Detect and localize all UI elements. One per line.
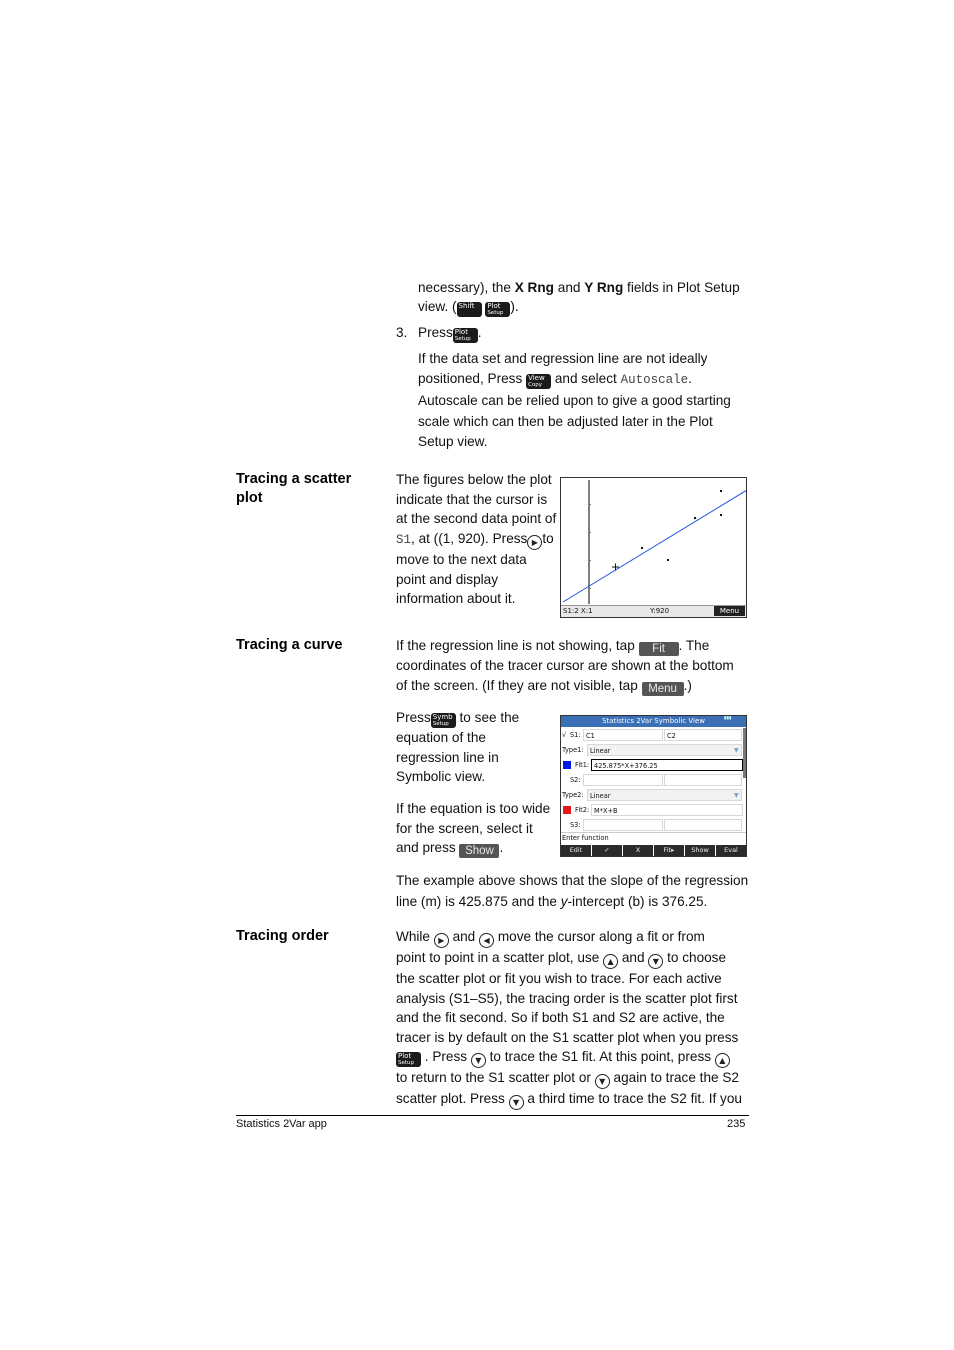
data-point: [720, 514, 722, 516]
dropdown-arrow-icon: ▼: [734, 792, 739, 799]
fit2-row: Fit2: M*X+B: [561, 803, 741, 817]
s3-c2-cell[interactable]: [664, 819, 742, 831]
fit-softkey: Fit: [639, 642, 679, 656]
dropdown-arrow-icon: ▼: [734, 747, 739, 754]
data-point: [667, 559, 669, 561]
show-paragraph: If the equation is too wide for the screen, select it and press Show .: [396, 801, 551, 857]
trace-status-left: S1:2 X:1: [563, 607, 593, 615]
enter-function-hint: Enter function: [561, 832, 747, 843]
s2-c2-cell[interactable]: [664, 774, 742, 786]
plot-key-icon: Plot Setup: [396, 1052, 421, 1067]
type1-row: Type1: Linear ▼: [561, 743, 741, 757]
symbolic-view-title: Statistics 2Var Symbolic View: [561, 716, 746, 727]
fit1-field[interactable]: 425.875*X+376.25: [591, 759, 743, 771]
data-point: [641, 547, 643, 549]
tracing-curve-paragraph: If the regression line is not showing, tap Fit . The coordinates of the tracer cursor are shown at the bottom of the screen. (If they are not visible, tap Menu .): [396, 638, 734, 695]
symbolic-view-paragraph: Press Symb Setup to see the equation of the regression line in Symbolic view.: [396, 710, 520, 784]
trace-cursor-icon: [612, 564, 619, 571]
y-rng-field: Y Rng: [584, 280, 624, 295]
right-arrow-key-icon: ▶: [527, 535, 542, 550]
tracing-order-heading: Tracing order: [236, 928, 329, 944]
menu-softkey: Menu: [642, 682, 684, 696]
menu-softkey[interactable]: Menu: [714, 606, 745, 616]
trace-status-bar: [561, 605, 746, 617]
down-arrow-key-icon: ▼: [595, 1074, 610, 1089]
scatter-plot-canvas: [561, 478, 746, 606]
left-arrow-key-icon: ◀: [479, 933, 494, 948]
s3-c1-cell[interactable]: [583, 819, 663, 831]
check-softkey[interactable]: ✓: [592, 845, 622, 856]
type2-row: Type2: Linear ▼: [561, 788, 741, 802]
down-arrow-key-icon: ▼: [648, 954, 663, 969]
step-3-text: Press Plot Setup .: [418, 325, 482, 342]
trace-status-y: Y:920: [650, 607, 670, 615]
show-softkey: Show: [459, 844, 499, 858]
fit2-field[interactable]: M*X+B: [591, 804, 743, 816]
tracing-scatter-paragraph: The figures below the plot indicate that the cursor is at the second data point of S1, at ((1, 920). Press ▶ to move to the next data point and display information about it.: [396, 472, 557, 606]
scrollbar[interactable]: [743, 728, 746, 778]
type1-select[interactable]: Linear: [587, 744, 742, 756]
step-3-number: 3.: [396, 325, 408, 340]
scatter-plot-screenshot: [560, 477, 747, 618]
data-point: [720, 490, 722, 492]
up-arrow-key-icon: ▲: [715, 1053, 730, 1068]
tracing-order-paragraph: While ▶ and ◀ move the cursor along a fit or from point to point in a scatter plot, use ▲ and ▼ to choose the scatter plot or fit you wish to trace. For each active analysis (S1–S5), the tracing order is the scatter plot first and the fit second. So if both S1 and S2 are active, the tracer is by default on the S1 scatter plot when you press Plot Setup . Press ▼ to trace the S1 fit. At this point, press ▲ to return to the S1 scatter plot or ▼ again to trace the S2 scatter plot. Press ▼ a third time to trace the S2 fit. If you: [396, 927, 756, 1110]
autoscale-paragraph: If the data set and regression line are not ideally positioned, Press View Copy and select Autoscale. Autoscale can be relied upon to give a good starting scale which can then be adjusted later in the Plot Setup view.: [418, 351, 731, 449]
s1-c1-cell[interactable]: C1: [583, 729, 663, 741]
footer-rule: [236, 1115, 749, 1116]
eval-softkey[interactable]: Eval: [716, 845, 746, 856]
x-softkey[interactable]: X: [623, 845, 653, 856]
page-number: 235: [727, 1118, 746, 1130]
down-arrow-key-icon: ▼: [471, 1053, 486, 1068]
view-key-icon: View Copy: [526, 374, 551, 389]
x-rng-field: X Rng: [514, 280, 554, 295]
down-arrow-key-icon: ▼: [509, 1095, 524, 1110]
slope-paragraph: The example above shows that the slope of the regression line (m) is 425.875 and the y-intercept (b) is 376.25.: [396, 873, 749, 909]
right-arrow-key-icon: ▶: [434, 933, 449, 948]
edit-softkey[interactable]: Edit: [561, 845, 591, 856]
shift-key-icon: Shift: [457, 302, 482, 317]
fit1-color-swatch: [563, 761, 571, 769]
tracing-scatter-heading: Tracing a scatter plot: [236, 471, 352, 506]
symbolic-view-screenshot: [560, 715, 747, 857]
s1-c2-cell[interactable]: C2: [664, 729, 742, 741]
show-softkey[interactable]: Show: [685, 845, 715, 856]
symb-key-icon: Symb Setup: [431, 713, 456, 728]
tracing-curve-heading: Tracing a curve: [236, 637, 343, 653]
autoscale-code: Autoscale: [620, 372, 689, 387]
s3-row: S3:: [561, 818, 741, 832]
s2-row: S2:: [561, 773, 741, 787]
up-arrow-key-icon: ▲: [603, 954, 618, 969]
footer-title: Statistics 2Var app: [236, 1118, 327, 1130]
fit-softkey[interactable]: Fit▸: [654, 845, 684, 856]
fit1-row: Fit1: 425.875*X+376.25: [561, 758, 741, 772]
s1-row: √ S1: C1 C2: [561, 728, 741, 742]
continuation-line-2: view. ( Shift Plot Setup ).: [418, 299, 519, 316]
battery-icon: ▮▮▮: [724, 716, 732, 721]
fit2-color-swatch: [563, 806, 571, 814]
type2-select[interactable]: Linear: [587, 789, 742, 801]
s1-check-icon: √: [562, 731, 567, 739]
continuation-line-1: necessary), the X Rng and Y Rng fields in Plot Setup: [418, 280, 740, 295]
plot-key-icon: Plot Setup: [453, 328, 478, 343]
regression-line: [563, 490, 746, 602]
plot-key-icon: Plot Setup: [485, 302, 510, 317]
s2-c1-cell[interactable]: [583, 774, 663, 786]
data-point: [694, 517, 696, 519]
